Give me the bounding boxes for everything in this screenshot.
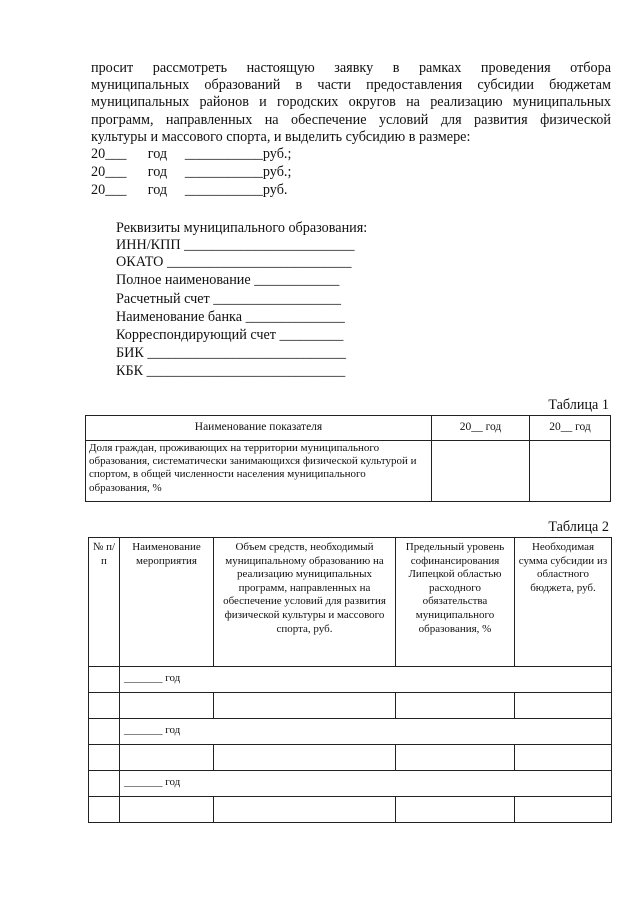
subsidy-year-line: 20___ год ___________руб.; — [91, 146, 292, 162]
table-cell — [89, 693, 120, 719]
year-label: _______ год — [124, 724, 181, 736]
table-cell — [89, 797, 120, 823]
table-cell — [515, 745, 612, 771]
table2-caption: Таблица 2 — [548, 519, 609, 535]
year-section-cell — [120, 771, 612, 797]
indicator-table — [85, 415, 611, 502]
table-cell — [396, 745, 515, 771]
year-label: _______ год — [124, 776, 181, 788]
table-row — [89, 719, 612, 745]
table1-value-cell — [530, 441, 611, 502]
table-cell — [515, 693, 612, 719]
year-label: _______ год — [124, 672, 181, 684]
table2-header-funds: Объем средств, необходимый муниципальному образованию на реализацию муниципальных программ, направленных на обеспечение условий для развития физической культуры и массового спорта, руб. — [214, 538, 396, 667]
requisite-kbk: КБК ____________________________ — [116, 363, 346, 379]
paragraph-line: программ, направленных на обеспечение условий для развития физической — [91, 111, 611, 128]
table1-header-year: 20__ год — [432, 416, 530, 441]
table-cell — [214, 797, 396, 823]
requisite-full-name: Полное наименование ____________ — [116, 272, 340, 288]
measures-table — [88, 537, 612, 823]
table-row — [89, 667, 612, 693]
table-cell — [89, 667, 120, 693]
requisite-okato: ОКАТО __________________________ — [116, 254, 352, 270]
table2-header-measure: Наименование мероприятия — [120, 538, 214, 667]
table-cell — [89, 771, 120, 797]
table2-header-cofinancing: Предельный уровень софинансирования Липецкой областью расходного обязательства муниципального образования, % — [396, 538, 515, 667]
requisite-corr-account: Корреспондирующий счет _________ — [116, 327, 344, 343]
table1-header-indicator: Наименование показателя — [86, 416, 432, 441]
request-paragraph — [91, 60, 611, 146]
year-section-cell — [120, 667, 612, 693]
table1-value-cell — [432, 441, 530, 502]
table-cell — [89, 719, 120, 745]
table-cell — [396, 797, 515, 823]
subsidy-year-line: 20___ год ___________руб. — [91, 182, 288, 198]
table1-header-year: 20__ год — [530, 416, 611, 441]
table-cell — [515, 797, 612, 823]
table-row — [89, 693, 612, 719]
table-cell — [214, 693, 396, 719]
table1-indicator-cell: Доля граждан, проживающих на территории муниципального образования, систематически занимающихся физической культурой и спортом, в общей численности населения муниципального образования, % — [86, 441, 432, 502]
requisite-inn-kpp: ИНН/КПП ________________________ — [116, 237, 355, 253]
table-cell — [89, 745, 120, 771]
requisite-account: Расчетный счет __________________ — [116, 291, 341, 307]
table2-header-subsidy: Необходимая сумма субсидии из областного бюджета, руб. — [515, 538, 612, 667]
paragraph-line: просит рассмотреть настоящую заявку в рамках проведения отбора — [91, 60, 611, 76]
paragraph-line: муниципальных районов и городских округов на реализацию муниципальных — [91, 94, 611, 111]
requisite-bank: Наименование банка ______________ — [116, 309, 345, 325]
table-cell — [120, 745, 214, 771]
year-section-cell — [120, 719, 612, 745]
table-cell — [120, 797, 214, 823]
table-cell — [396, 693, 515, 719]
paragraph-line: культуры и массового спорта, и выделить субсидию в размере: — [91, 128, 471, 145]
table1-caption: Таблица 1 — [548, 397, 609, 413]
table-row — [89, 797, 612, 823]
requisites-title: Реквизиты муниципального образования: — [116, 220, 368, 236]
table2-header-number: № п/п — [89, 538, 120, 667]
requisite-bik: БИК ____________________________ — [116, 345, 347, 361]
paragraph-line: муниципальных образований в части предоставления субсидии бюджетам — [91, 77, 611, 94]
table-cell — [214, 745, 396, 771]
subsidy-year-line: 20___ год ___________руб.; — [91, 164, 292, 180]
table-cell — [120, 693, 214, 719]
table-row — [89, 771, 612, 797]
table-row — [89, 745, 612, 771]
